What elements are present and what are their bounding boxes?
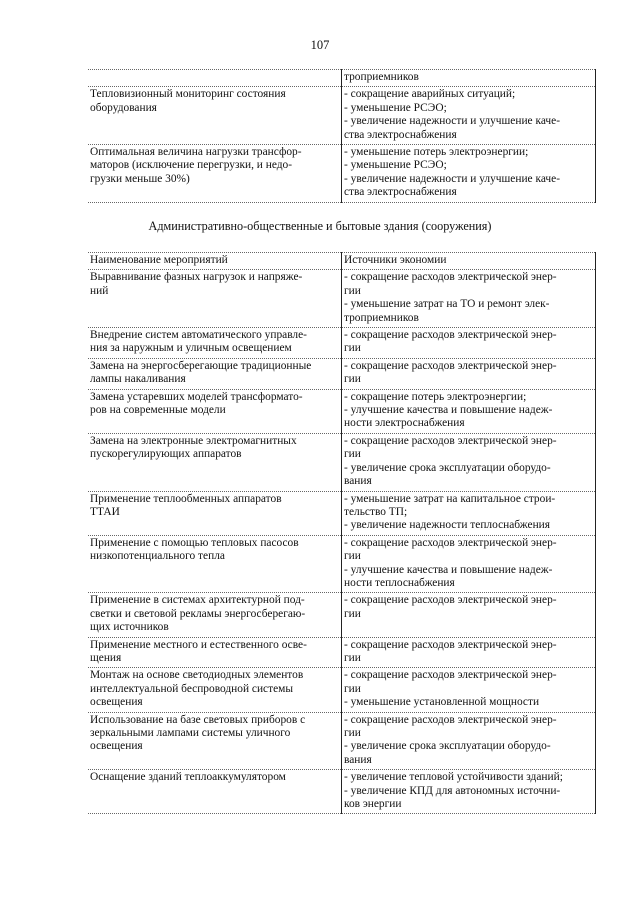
- measure-line: грузки меньше 30%): [90, 172, 190, 185]
- source-line: троприемников: [344, 311, 419, 324]
- table-row: [88, 593, 596, 637]
- source-line: - сокращение расходов электрической энер-: [344, 713, 557, 726]
- source-line: гии: [344, 373, 361, 386]
- measure-line: ний: [90, 284, 109, 297]
- measure-line: Замена на электронные электромагнитных: [90, 434, 297, 447]
- measure-line: ров на современные модели: [90, 404, 226, 417]
- source-line: - уменьшение РСЭО;: [344, 101, 447, 114]
- table-header-row: [88, 253, 596, 270]
- source-line: гии: [344, 682, 361, 695]
- measure-cell: [88, 270, 342, 328]
- source-line: ности электроснабжения: [344, 417, 465, 430]
- measure-line: ТТАИ: [90, 505, 120, 518]
- table-row: [88, 87, 596, 145]
- sources-cell: [342, 491, 596, 535]
- table-row: [88, 770, 596, 814]
- table-row: [88, 712, 596, 770]
- table-row: [88, 328, 596, 359]
- source-line: гии: [344, 651, 361, 664]
- source-line: - уменьшение затрат на ТО и ремонт элек-: [344, 298, 550, 311]
- source-line: - увеличение надежности теплоснабжения: [344, 519, 551, 532]
- measure-cell: [88, 145, 342, 203]
- measure-cell: [88, 70, 342, 87]
- measure-line: освещения: [90, 696, 143, 709]
- page-number: 107: [310, 38, 330, 52]
- measure-cell: [88, 433, 342, 491]
- measure-cell: [88, 593, 342, 637]
- table-row: [88, 358, 596, 389]
- header-sources: Источники экономии: [342, 253, 596, 270]
- measure-cell: [88, 389, 342, 433]
- source-line: - сокращение расходов электрической энер-: [344, 329, 557, 342]
- source-line: - сокращение расходов электрической энер-: [344, 271, 557, 284]
- sources-cell: [342, 770, 596, 814]
- table-row: [88, 389, 596, 433]
- sources-cell: [342, 712, 596, 770]
- measure-cell: [88, 668, 342, 712]
- measure-line: Замена устаревших моделей трансформато-: [90, 390, 303, 403]
- section-title: Административно-общественные и бытовые здания (сооружения): [148, 219, 492, 233]
- source-line: гии: [344, 342, 361, 355]
- measure-line: Тепловизионный мониторинг состояния: [90, 88, 286, 101]
- source-line: - увеличение надежности и улучшение каче-: [344, 172, 560, 185]
- measure-line: зеркальными лампами системы уличного: [90, 727, 291, 739]
- source-line: - уменьшение РСЭО;: [344, 159, 447, 172]
- top-table: [88, 69, 596, 203]
- sources-cell: [342, 145, 596, 203]
- source-line: - сокращение расходов электрической энер-: [344, 434, 557, 447]
- source-line: гии: [344, 607, 361, 620]
- measure-line: оборудования: [90, 101, 157, 114]
- sources-cell: [342, 535, 596, 593]
- source-line: - сокращение аварийных ситуаций;: [344, 88, 516, 101]
- source-line: ства электроснабжения: [344, 186, 457, 199]
- measure-line: Применение местного и естественного осве-: [90, 638, 307, 651]
- table-row: [88, 668, 596, 712]
- measure-cell: [88, 358, 342, 389]
- source-line: ков энергии: [344, 798, 402, 811]
- measure-cell: [88, 637, 342, 668]
- source-line: - увеличение надежности и улучшение каче-: [344, 115, 560, 128]
- table-row: [88, 70, 596, 87]
- source-line: - сокращение расходов электрической энер-: [344, 536, 557, 549]
- measure-cell: [88, 712, 342, 770]
- table-row: [88, 535, 596, 593]
- measure-line: Оснащение зданий теплоаккумулятором: [90, 771, 286, 784]
- table-row: [88, 637, 596, 668]
- table-row: [88, 270, 596, 328]
- source-line: - уменьшение затрат на капитальное строи-: [344, 492, 556, 505]
- main-table: [88, 252, 596, 814]
- measure-line: Внедрение систем автоматического управле-: [90, 329, 307, 342]
- table-row: [88, 491, 596, 535]
- measure-line: ния за наружным и уличным освещением: [90, 342, 292, 355]
- source-line: - уменьшение установленной мощности: [344, 696, 540, 709]
- source-line: гии: [344, 448, 361, 461]
- source-line: - сокращение расходов электрической энер-: [344, 359, 557, 372]
- source-line: ства электроснабжения: [344, 128, 457, 141]
- source-line: - увеличение тепловой устойчивости зданий;: [344, 771, 563, 784]
- measure-line: Выравнивание фазных нагрузок и напряже-: [90, 271, 303, 284]
- measure-line: Применение с помощью тепловых пасосов: [90, 536, 299, 549]
- measure-line: Оптимальная величина нагрузки трансфор-: [90, 146, 302, 159]
- measure-cell: [88, 491, 342, 535]
- source-line: - сокращение расходов электрической энер-: [344, 594, 557, 607]
- source-line: ности теплоснабжения: [344, 576, 455, 589]
- source-line: - увеличение срока эксплуатации оборудо-: [344, 461, 551, 474]
- measure-line: Применение в системах архитектурной под-: [90, 594, 305, 607]
- sources-cell: [342, 433, 596, 491]
- sources-cell: [342, 70, 596, 87]
- source-line: гии: [344, 284, 361, 297]
- source-line: - сокращение расходов электрической энер-: [344, 638, 557, 651]
- sources-cell: [342, 593, 596, 637]
- measure-line: маторов (исключение перегрузки, и недо-: [90, 159, 293, 172]
- measure-line: Использование на базе световых приборов с: [90, 713, 306, 726]
- measure-line: пускорегулирующих аппаратов: [90, 448, 242, 461]
- measure-line: лампы накаливания: [90, 373, 186, 386]
- sources-cell: [342, 328, 596, 359]
- source-line: вания: [344, 475, 372, 488]
- source-line: тельство ТП;: [344, 505, 408, 518]
- measure-line: Замена на энергосберегающие традиционные: [90, 359, 312, 372]
- measure-line: щения: [90, 651, 122, 664]
- source-line: гии: [344, 550, 361, 563]
- sources-cell: [342, 87, 596, 145]
- source-line: - увеличение КПД для автономных источни-: [344, 784, 561, 797]
- source-line: - сокращение потерь электроэнергии;: [344, 390, 527, 403]
- measure-line: освещения: [90, 740, 143, 753]
- sources-cell: [342, 637, 596, 668]
- sources-cell: [342, 389, 596, 433]
- source-line: - сокращение расходов электрической энер-: [344, 669, 557, 682]
- measure-cell: [88, 87, 342, 145]
- sources-cell: [342, 668, 596, 712]
- source-line: троприемников: [344, 71, 419, 83]
- table-row: [88, 433, 596, 491]
- source-line: - улучшение качества и повышение надеж-: [344, 563, 553, 576]
- measure-line: Монтаж на основе светодиодных элементов: [90, 669, 304, 682]
- table-row: [88, 145, 596, 203]
- measure-line: Применение теплообменных аппаратов: [90, 492, 282, 505]
- source-line: гии: [344, 727, 361, 739]
- sources-cell: [342, 270, 596, 328]
- measure-line: щих источников: [90, 621, 169, 634]
- source-line: - уменьшение потерь электроэнергии;: [344, 146, 529, 159]
- source-line: - увеличение срока эксплуатации оборудо-: [344, 740, 551, 753]
- measure-cell: [88, 770, 342, 814]
- measure-line: низкопотенциального тепла: [90, 550, 225, 563]
- source-line: - улучшение качества и повышение надеж-: [344, 404, 553, 417]
- header-measure: Наименование мероприятий: [88, 253, 342, 270]
- sources-cell: [342, 358, 596, 389]
- measure-cell: [88, 535, 342, 593]
- measure-line: интеллектуальной беспроводной системы: [90, 682, 294, 695]
- source-line: вания: [344, 753, 372, 766]
- measure-line: светки и световой рекламы энергосберегаю-: [90, 607, 306, 620]
- measure-cell: [88, 328, 342, 359]
